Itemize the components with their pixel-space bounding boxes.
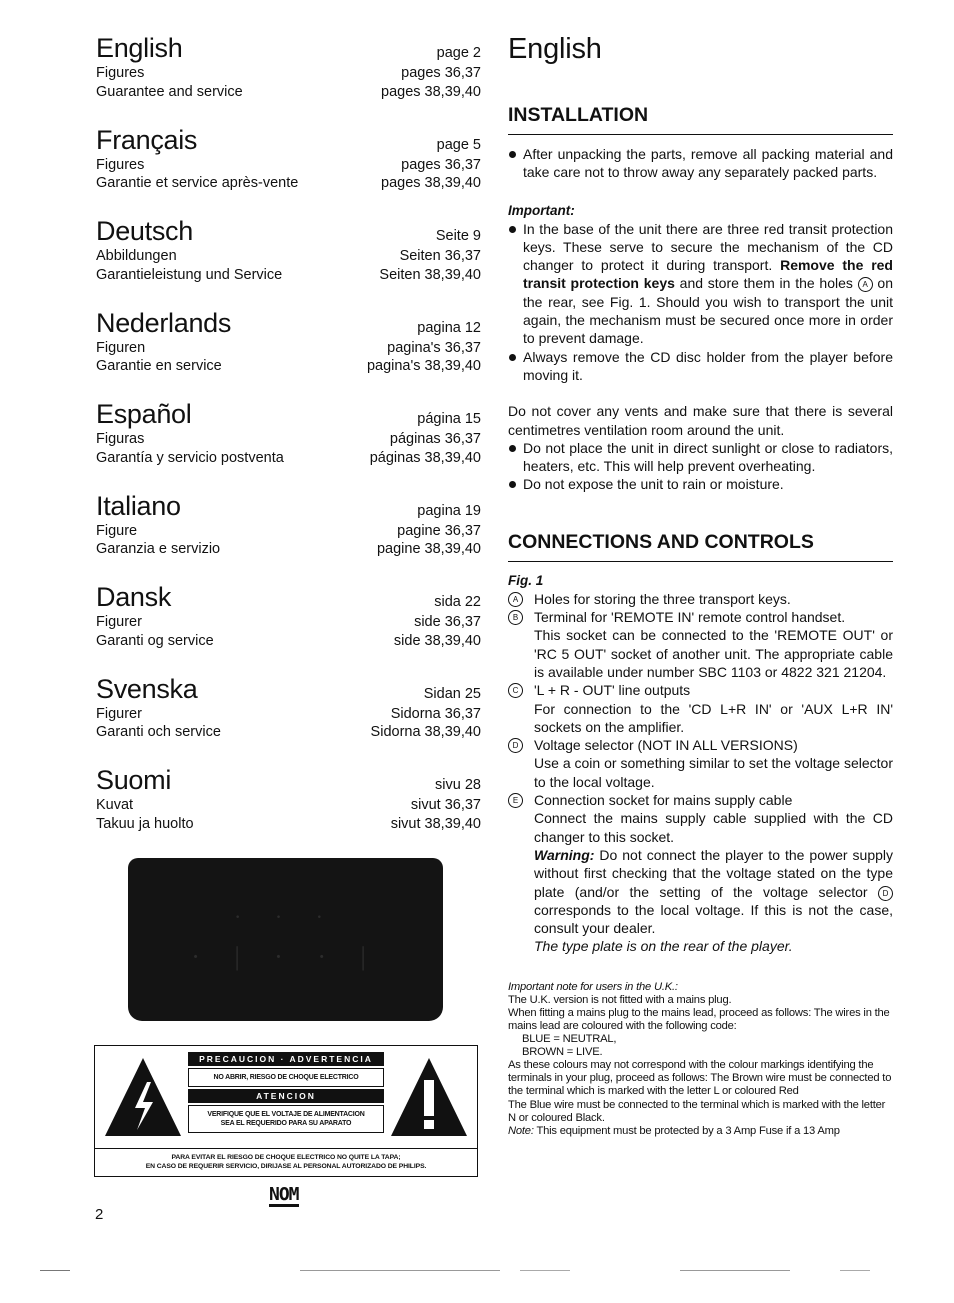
exclamation-warning-icon (389, 1056, 469, 1138)
caution-text-block (188, 1052, 384, 1135)
lang-page: page 2 (436, 45, 481, 61)
row-label: Figures (96, 65, 145, 81)
row-label: Figure (96, 522, 138, 539)
letter-c-icon: C (508, 683, 523, 698)
lang-title: Suomi (96, 765, 172, 795)
lang-title: Dansk (96, 582, 172, 612)
scan-artifact (840, 1270, 870, 1271)
row-pages: Seiten 38,39,40 (379, 266, 481, 283)
english-section (508, 32, 893, 1138)
row-pages: Sidorna 38,39,40 (370, 724, 481, 740)
lang-entry-english (96, 32, 481, 124)
lang-title: Svenska (96, 673, 198, 704)
caution-band: ATENCION (188, 1089, 384, 1103)
lang-entry-svenska (96, 673, 481, 765)
row-pages: sivut 36,37 (410, 797, 481, 813)
connection-item-d (508, 736, 893, 754)
item-title: Voltage selector (NOT IN ALL VERSIONS) (534, 737, 798, 754)
caution-footer (95, 1148, 477, 1171)
installation-bullet: After unpacking the parts, remove all packing material and take care not to throw away any separately packed parts. (508, 145, 893, 182)
row-label: Garanzia e servizio (96, 541, 221, 557)
row-pages: sivut 38,39,40 (390, 815, 481, 832)
caution-band: PRECAUCION · ADVERTENCIA (188, 1052, 384, 1066)
lang-entry-italiano (96, 490, 481, 582)
text: and store them in the holes (674, 275, 858, 292)
connection-item-e (508, 791, 893, 809)
uk-note-line: The Blue wire must be connected to the terminal which is marked with the letter N or coloured Black. (508, 1098, 886, 1124)
lang-title: English (96, 33, 183, 63)
nom-logo: NOM (269, 1184, 299, 1205)
caution-box (94, 1045, 478, 1177)
lang-page: page 5 (436, 136, 481, 153)
item-title: Terminal for 'REMOTE IN' remote control handset. (534, 609, 846, 626)
installation-bullet (508, 220, 893, 348)
installation-bullet: Do not expose the unit to rain or moisture. (508, 475, 893, 493)
row-pages: pages 38,39,40 (381, 83, 481, 100)
installation-heading: INSTALLATION (508, 104, 893, 135)
lang-page: pagina 12 (417, 319, 481, 336)
figure-label: Fig. 1 (508, 572, 544, 588)
letter-a-icon: A (508, 592, 523, 607)
lang-title: Italiano (96, 490, 181, 521)
row-pages: pages 38,39,40 (381, 175, 481, 191)
row-pages: pages 36,37 (401, 156, 481, 173)
row-label: Garantie et service après-vente (96, 175, 299, 191)
letter-b-icon: B (508, 610, 523, 625)
warning-paragraph (508, 846, 893, 937)
row-label: Garanti och service (96, 724, 221, 740)
uk-note-line: As these colours may not correspond with the colour markings identifying the terminals in your plug, proceed as follows: The Brown wire must be connected to the terminal which is marked with the letter L or coloured Red (508, 1059, 892, 1098)
row-label: Figurer (96, 705, 142, 722)
item-title: Connection socket for mains supply cable (534, 792, 793, 809)
lang-entry-espanol (96, 398, 481, 490)
row-label: Kuvat (96, 797, 134, 813)
row-pages: side 38,39,40 (393, 632, 481, 649)
installation-bullet: Do not place the unit in direct sunlight or close to radiators, heaters, etc. This will help prevent overheating. (508, 439, 893, 476)
lang-page: página 15 (417, 411, 481, 427)
faded-label-mark: · | · · | (191, 942, 380, 971)
text: In the base of the unit there are three red transit protection keys. These serve to secure the mechanism of the CD changer to protect it during transport. (523, 220, 893, 274)
caution-line-part: VERIFIQUE QUE EL VOLTAJE DE ALIMENTACION (207, 1111, 365, 1118)
row-label: Garantía y servicio postventa (96, 449, 284, 466)
row-pages: pagine 38,39,40 (376, 541, 481, 557)
caution-footer-line: EN CASO DE REQUERIR SERVICIO, DIRIJASE AL PERSONAL AUTORIZADO DE PHILIPS. (145, 1163, 427, 1170)
lang-title: Français (96, 124, 198, 155)
item-description: Use a coin or something similar to set the voltage selector to the local voltage. (534, 755, 893, 790)
uk-note (508, 981, 893, 1138)
row-pages: páginas 36,37 (389, 431, 481, 447)
lang-page: sida 22 (434, 594, 481, 610)
caution-line-part: SEA EL REQUERIDO PARA SU APARATO (220, 1120, 352, 1127)
lang-entry-francais (96, 124, 481, 216)
row-pages: pagina's 38,39,40 (366, 358, 481, 374)
electric-shock-warning-icon (103, 1056, 183, 1138)
scan-artifact (520, 1270, 570, 1271)
text: on the rear, see Fig. 1. Should you wish to transport the unit again, the mechanism must be secured once more in order to prevent damage. (523, 275, 894, 347)
letter-a-icon: A (858, 277, 873, 292)
warning-label-image (128, 858, 443, 1021)
uk-note-line: When fitting a mains plug to the mains lead, proceed as follows: The wires in the mains lead are coloured with the following code: (508, 1006, 890, 1032)
lang-page: Seite 9 (435, 228, 481, 244)
bold-text: Remove the red transit protection keys (523, 257, 893, 292)
row-label: Figures (96, 156, 145, 173)
installation-bullet: Always remove the CD disc holder from the player before moving it. (508, 348, 893, 385)
lang-title: Deutsch (96, 216, 193, 246)
lang-page: sivu 28 (435, 777, 481, 793)
installation-paragraph: Do not cover any vents and make sure that there is several centimetres ventilation room around the unit. (508, 403, 893, 438)
item-title: 'L + R - OUT' line outputs (534, 682, 691, 699)
text: This equipment must be protected by a 3 Amp Fuse if a 13 Amp (533, 1124, 840, 1137)
important-label: Important: (508, 202, 575, 218)
caution-line: NO ABRIR, RIESGO DE CHOQUE ELECTRICO (188, 1068, 384, 1087)
connections-heading: CONNECTIONS AND CONTROLS (508, 531, 893, 562)
letter-d-icon: D (878, 886, 893, 901)
item-title: Holes for storing the three transport keys. (534, 590, 791, 607)
row-label: Garantieleistung und Service (96, 266, 283, 283)
row-pages: side 36,37 (414, 614, 481, 630)
uk-note-line (508, 1125, 893, 1138)
row-label: Figuras (96, 431, 145, 447)
row-label: Abbildungen (96, 248, 177, 264)
row-pages: pagine 36,37 (397, 522, 481, 539)
warning-label: Warning: (534, 846, 595, 863)
scan-artifact (680, 1270, 790, 1271)
uk-note-line: BROWN = LIVE. (522, 1046, 603, 1059)
lang-title: Nederlands (96, 307, 232, 338)
row-pages: páginas 38,39,40 (369, 449, 481, 466)
uk-note-line: The U.K. version is not fitted with a mains plug. (508, 993, 732, 1006)
lang-title: Español (96, 399, 192, 429)
item-description: This socket can be connected to the 'REMOTE OUT' or 'RC 5 OUT' socket of another unit. The appropriate cable is available under number SBC 1103 or 4822 321 21204. (534, 627, 893, 680)
scan-artifact (300, 1270, 500, 1271)
page-number: 2 (95, 1206, 104, 1223)
connection-item-b (508, 608, 893, 626)
text: corresponds to the local voltage. If this is not the case, consult your dealer. (534, 901, 893, 937)
note-label: Note: (508, 1124, 534, 1137)
row-label: Figuren (96, 339, 146, 356)
scan-artifact (40, 1270, 70, 1271)
connection-item-a (508, 590, 893, 608)
item-description: For connection to the 'CD L+R IN' or 'AUX L+R IN' sockets on the amplifier. (534, 700, 893, 735)
type-plate-note: The type plate is on the rear of the player. (534, 938, 793, 955)
row-label: Garantie en service (96, 358, 222, 374)
lang-page: pagina 19 (417, 502, 481, 519)
text: Do not connect the player to the power supply without first checking that the voltage stated on the type plate (and/or the setting of the voltage selector (534, 846, 893, 900)
lang-entry-deutsch (96, 215, 481, 307)
lang-entry-dansk (96, 581, 481, 673)
item-description: Connect the mains supply cable supplied with the CD changer to this socket. (534, 810, 893, 845)
row-pages: Seiten 36,37 (399, 248, 481, 264)
row-pages: Sidorna 36,37 (390, 705, 481, 722)
uk-note-heading: Important note for users in the U.K.: (508, 980, 678, 993)
caution-line (188, 1105, 384, 1133)
letter-e-icon: E (508, 793, 523, 808)
row-label: Takuu ja huolto (96, 815, 194, 832)
caution-footer-line: PARA EVITAR EL RIESGO DE CHOQUE ELECTRICO NO QUITE LA TAPA; (171, 1154, 401, 1161)
faded-label-mark: · · · (234, 904, 337, 929)
row-label: Guarantee and service (96, 83, 243, 100)
language-index (96, 32, 481, 856)
row-label: Figurer (96, 614, 142, 630)
uk-note-line: BLUE = NEUTRAL, (522, 1033, 617, 1046)
lang-page: Sidan 25 (423, 685, 481, 702)
row-pages: pagina's 36,37 (387, 339, 481, 356)
lang-entry-suomi (96, 764, 481, 856)
section-title: English (508, 33, 602, 65)
lang-entry-nederlands (96, 307, 481, 399)
connection-item-c (508, 681, 893, 699)
letter-d-icon: D (508, 738, 523, 753)
row-label: Garanti og service (96, 632, 214, 649)
row-pages: pages 36,37 (401, 65, 481, 81)
